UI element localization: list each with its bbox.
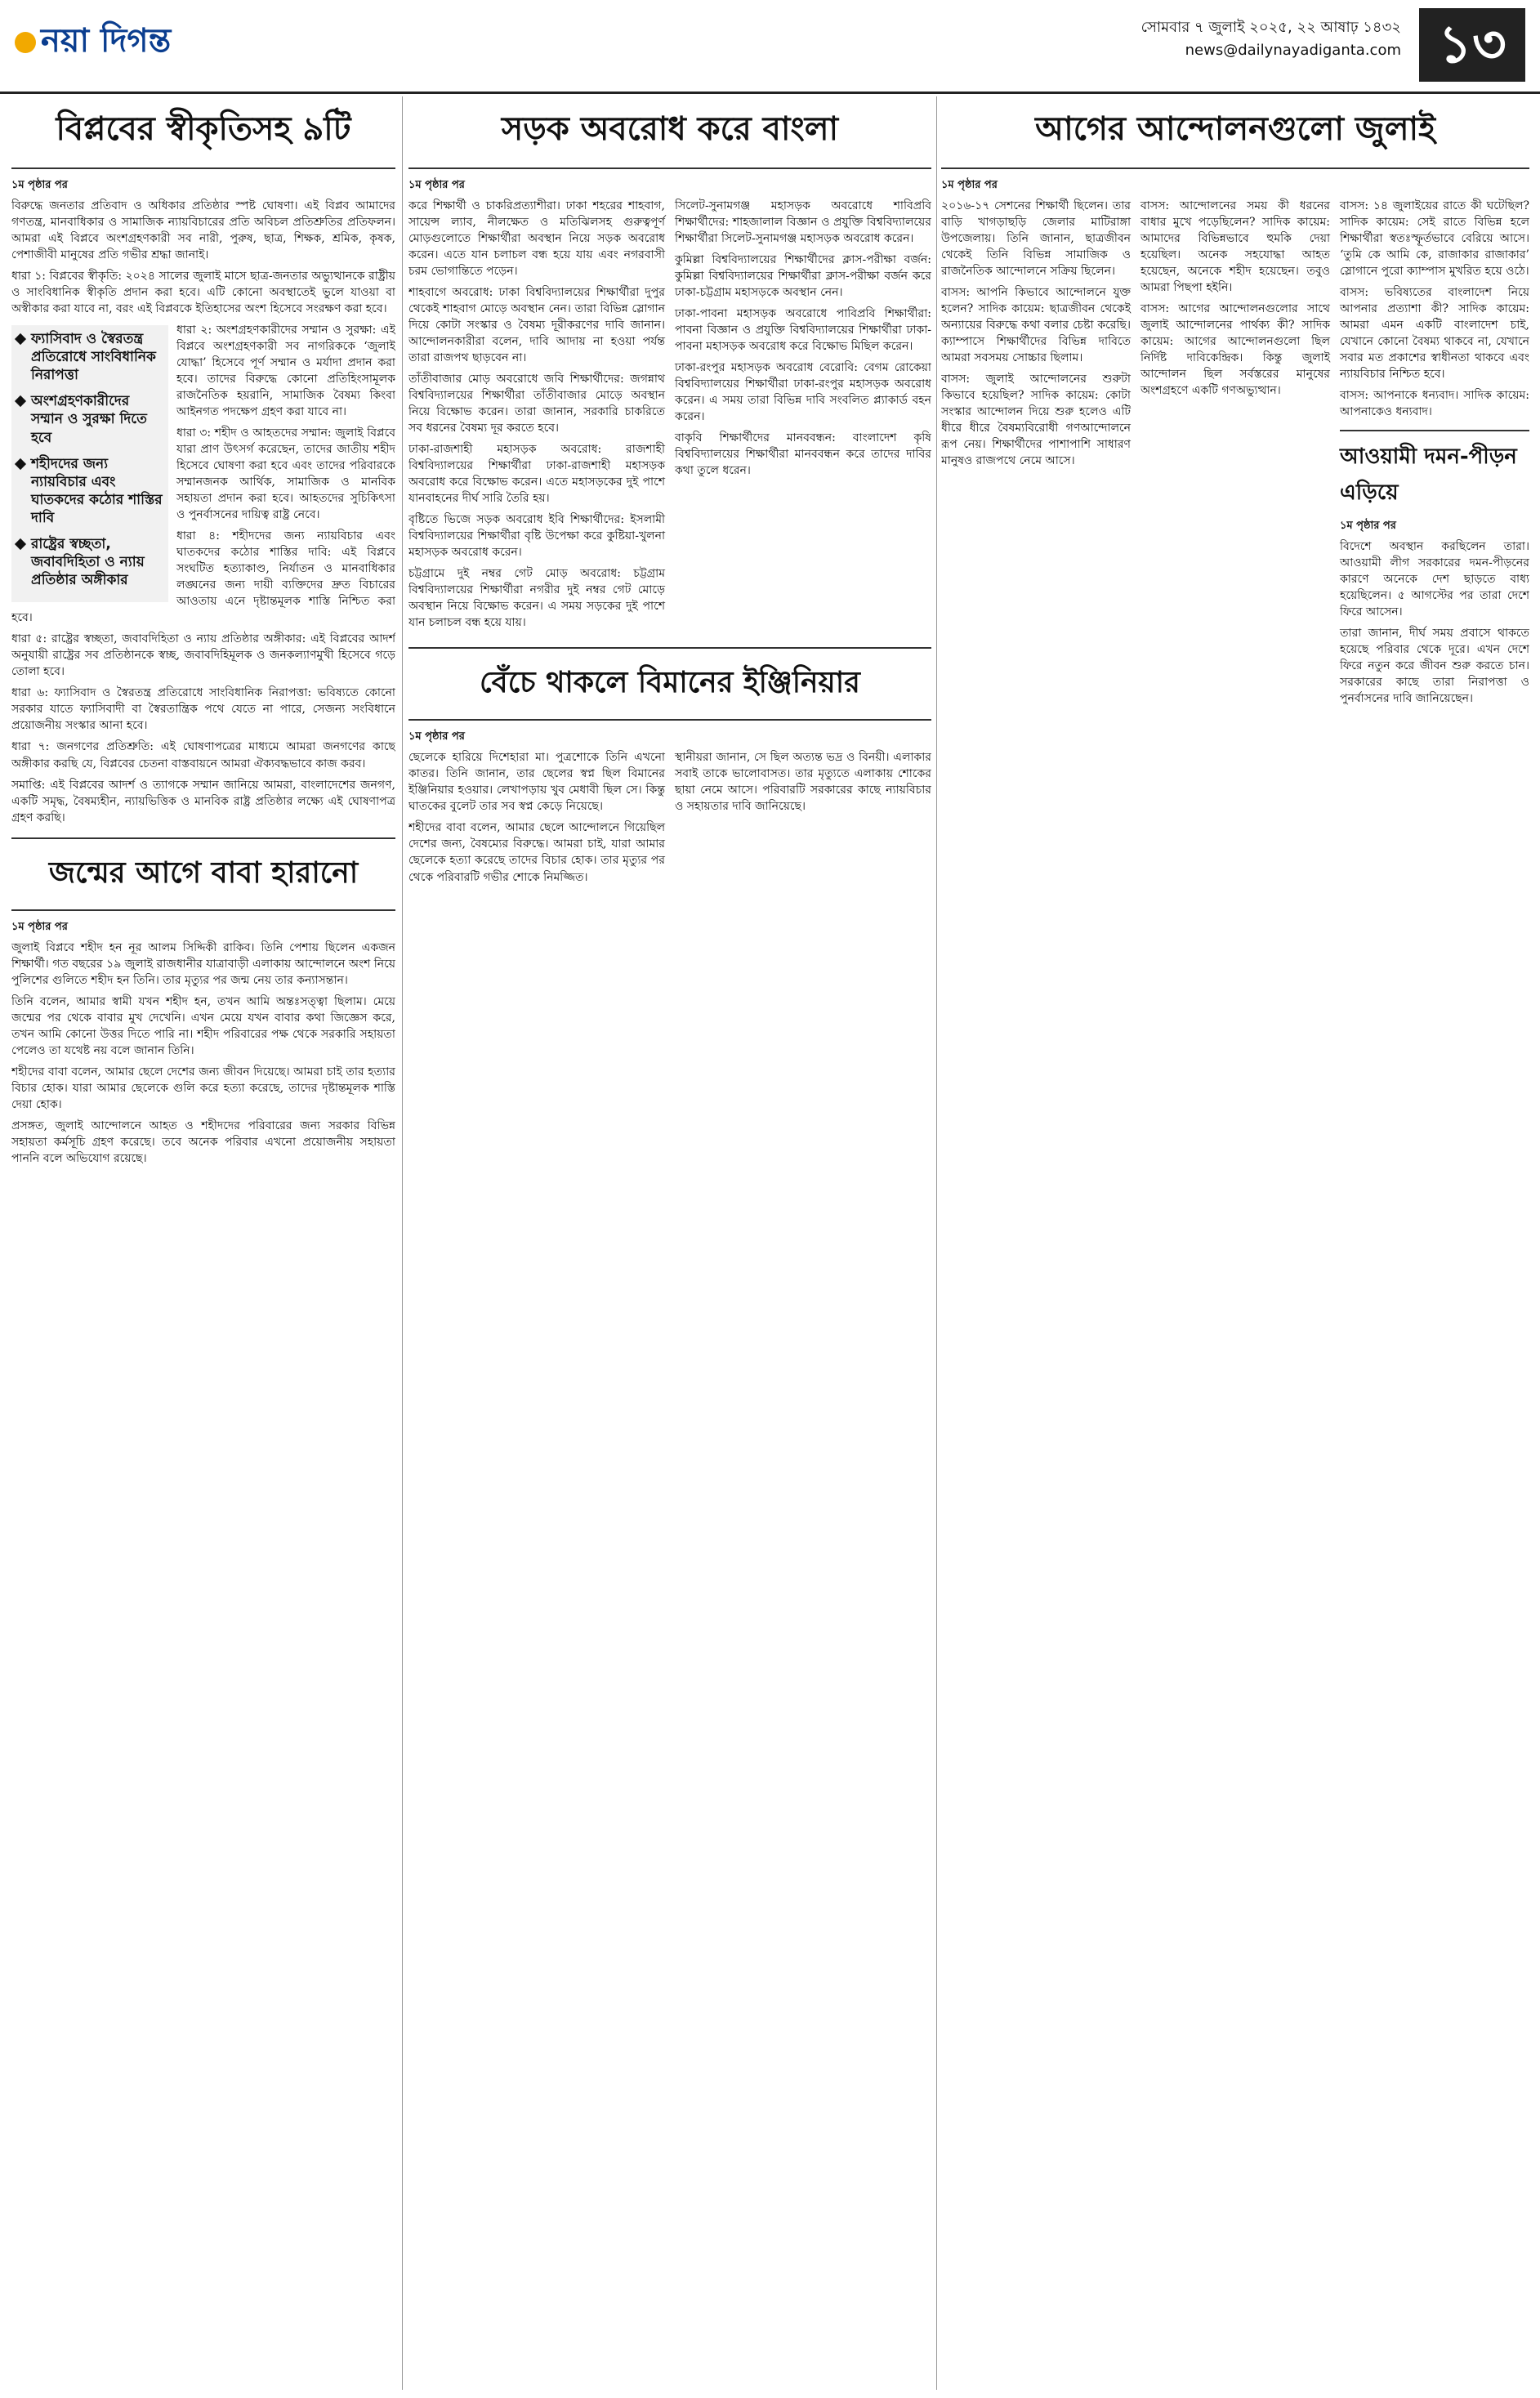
article-column-1	[11, 92, 395, 2398]
article-paragraph: বিদেশে অবস্থান করছিলেন তারা। আওয়ামী লীগ সরকারের দমন-পীড়নের কারণে অনেকে দেশ ছাড়তে বাধ্য হয়েছিলেন। ৫ আগস্টের পর তারা দেশে ফিরে আসেন।	[1340, 540, 1529, 619]
article-paragraph: স্থানীয়রা জানান, সে ছিল অত্যন্ত ভদ্র ও বিনয়ী। এলাকার সবাই তাকে ভালোবাসত। তার মৃত্যুতে এলাকায় শোকের ছায়া নেমে আসে। পরিবারটি সরকারের কাছে ন্যায়বিচার ও সহায়তার দাবি জানিয়েছে।	[675, 751, 931, 814]
continued-marker: ১ম পৃষ্ঠার পর	[408, 730, 465, 744]
highlight-item: শহীদদের জন্য ন্যায়বিচার এবং ঘাতকদের কঠোর শাস্তির দাবি	[16, 455, 163, 527]
article-paragraph: প্রসঙ্গত, জুলাই আন্দোলনে আহত ও শহীদদের পরিবারের জন্য সরকার বিভিন্ন সহায়তা কর্মসূচি গ্রহণ করেছে। তবে অনেক পরিবার এখনো প্রয়োজনীয় সহায়তা পাননি বলে অভিযোগ রয়েছে।	[11, 1119, 395, 1165]
article-paragraph: তারা জানান, দীর্ঘ সময় প্রবাসে থাকতে হয়েছে পরিবার থেকে দূরে। এখন দেশে ফিরে নতুন করে জীবন শুরু করতে চান। সরকারের কাছে তারা নিরাপত্তা ও পুনর্বাসনের দাবি জানিয়েছেন।	[1340, 627, 1529, 706]
article-body	[408, 749, 931, 890]
column-divider	[936, 96, 937, 2390]
article-paragraph: শহীদের বাবা বলেন, আমার ছেলে আন্দোলনে গিয়েছিল দেশের জন্য, বৈষম্যের বিরুদ্ধে। আমরা চাই, যারা আমার ছেলেকে হত্যা করেছে তাদের বিচার হোক। তার মৃত্যুর পর থেকে পরিবারটি গভীর শোকে নিমজ্জিত।	[408, 821, 665, 884]
article-paragraph: জুলাই বিপ্লবে শহীদ হন নূর আলম সিদ্দিকী রাকিব। তিনি পেশায় ছিলেন একজন শিক্ষার্থী। গত বছরের ১৯ জুলাই রাজধানীর যাত্রাবাড়ী এলাকায় আন্দোলনে অংশ নিয়ে পুলিশের গুলিতে শহীদ হন তিনি। তার মৃত্যুর পর জন্ম নেয় তার কন্যাসন্তান।	[11, 940, 395, 987]
article-headline: বিপ্লবের স্বীকৃতিসহ ৯টি	[11, 92, 395, 169]
article-paragraph: ধারা ৭: জনগণের প্রতিশ্রুতি: এই ঘোষণাপত্রের মাধ্যমে আমরা জনগণের কাছে অঙ্গীকার করছি যে, বিপ্লবের চেতনা বাস্তবায়নে আমরা ঐক্যবদ্ধভাবে কাজ করব।	[11, 740, 395, 770]
article-paragraph: বাসস: ভবিষ্যতের বাংলাদেশ নিয়ে আপনার প্রত্যাশা কী? সাদিক কায়েম: আমরা এমন একটি বাংলাদেশ চাই, যেখানে কোনো বৈষম্য থাকবে না, যেখানে সবার মত প্রকাশের স্বাধীনতা থাকবে এবং ন্যায়বিচার নিশ্চিত হবে।	[1340, 286, 1529, 382]
article-body	[408, 198, 931, 636]
continued-marker: ১ম পৃষ্ঠার পর	[1340, 520, 1396, 533]
masthead	[0, 0, 1540, 94]
highlight-item: রাষ্ট্রের স্বচ্ছতা, জবাবদিহিতা ও ন্যায় প্রতিষ্ঠার অঙ্গীকার	[16, 535, 163, 589]
article-paragraph: শহীদের বাবা বলেন, আমার ছেলে দেশের জন্য জীবন দিয়েছে। আমরা চাই তার হত্যার বিচার হোক। যারা আমার ছেলেকে গুলি করে হত্যা করেছে, তাদের দৃষ্টান্তমূলক শাস্তি দেয়া হোক।	[11, 1065, 395, 1111]
article-paragraph: বাসস: আন্দোলনের সময় কী ধরনের বাধার মুখে পড়েছিলেন? সাদিক কায়েম: আমাদের বিভিন্নভাবে হুমকি দেয়া হয়েছিল। অনেক সহযোদ্ধা আহত হয়েছেন, অনেকে শহীদ হয়েছেন। তবুও আমরা পিছপা হইনি।	[1140, 199, 1330, 295]
newspaper-logo	[15, 15, 171, 69]
article-paragraph: সিলেট-সুনামগঞ্জ মহাসড়ক অবরোধে শাবিপ্রবি শিক্ষার্থীদের: শাহজালাল বিজ্ঞান ও প্রযুক্তি বিশ্ববিদ্যালয়ের শিক্ষার্থীরা সিলেট-সুনামগঞ্জ মহাসড়ক অবরোধ করেন।	[675, 199, 931, 246]
highlight-box	[11, 325, 168, 602]
header-email: news@dailynayadiganta.com	[1185, 42, 1401, 59]
article-headline: জন্মের আগে বাবা হারানো	[11, 837, 395, 911]
article-paragraph: শাহবাগে অবরোধ: ঢাকা বিশ্ববিদ্যালয়ের শিক্ষার্থীরা দুপুর থেকেই শাহবাগ মোড়ে অবস্থান নেন। তারা বিভিন্ন স্লোগান দিয়ে কোটা সংস্কার ও বৈষম্য দূরীকরণের দাবি জানান। আন্দোলনকারীরা বলেন, দাবি আদায় না হওয়া পর্যন্ত তারা রাজপথ ছাড়বেন না।	[408, 286, 665, 365]
article-paragraph: বিরুদ্ধে জনতার প্রতিবাদ ও অধিকার প্রতিষ্ঠার স্পষ্ট ঘোষণা। এই বিপ্লব আমাদের গণতন্ত্র, মানবাধিকার ও সামাজিক ন্যায়বিচারের প্রতি অবিচল প্রতিশ্রুতির প্রতিফলন। আমরা এই বিপ্লবে অংশগ্রহণকারী সব নারী, পুরুষ, ছাত্র, শিক্ষক, শ্রমিক, কৃষক, পেশাজীবী মানুষের প্রতি গভীর শ্রদ্ধা জানাই।	[11, 199, 395, 262]
continued-marker: ১ম পৃষ্ঠার পর	[11, 920, 68, 933]
article-paragraph: ঢাকা-রংপুর মহাসড়ক অবরোধ বেরোবি: বেগম রোকেয়া বিশ্ববিদ্যালয়ের শিক্ষার্থীরা ঢাকা-রংপুর মহাসড়ক অবরোধ করেন। এ সময় তারা বিভিন্ন দাবি সংবলিত প্ল্যাকার্ড বহন করেন।	[675, 361, 931, 424]
highlight-item: ফ্যাসিবাদ ও স্বৈরতন্ত্র প্রতিরোধে সাংবিধানিক নিরাপত্তা	[16, 330, 163, 384]
article-headline: সড়ক অবরোধ করে বাংলা	[408, 92, 931, 169]
logo-text: নয়া দিগন্ত	[41, 22, 172, 60]
article-paragraph: বাকৃবি শিক্ষার্থীদের মানববন্ধন: বাংলাদেশ কৃষি বিশ্ববিদ্যালয়ের শিক্ষার্থীরা মানববন্ধন করে তাদের দাবির কথা তুলে ধরেন।	[675, 431, 931, 478]
header-date: সোমবার ৭ জুলাই ২০২৫, ২২ আষাঢ় ১৪৩২	[1140, 19, 1401, 36]
article-column-2	[408, 92, 931, 2398]
article-paragraph: ধারা ১: বিপ্লবের স্বীকৃতি: ২০২৪ সালের জুলাই মাসে ছাত্র-জনতার অভ্যুত্থানকে রাষ্ট্রীয় ও সাংবিধানিক স্বীকৃতি প্রদান করা হবে। এটি কোনো অবস্থাতেই ভুলে যাওয়া বা অস্বীকার করা যাবে না, বরং এই বিপ্লবকে ইতিহাসের অংশ হিসেবে সংরক্ষণ করা হবে।	[11, 270, 395, 316]
article-body	[941, 198, 1529, 712]
article-paragraph: ধারা ২: অংশগ্রহণকারীদের সম্মান ও সুরক্ষা: এই বিপ্লবে অংশগ্রহণকারী সব নাগরিককে ‘জুলাই যোদ্ধা’ হিসেবে পূর্ণ সম্মান ও মর্যাদা প্রদান করা হবে। তাদের বিরুদ্ধে কোনো প্রতিহিংসামূলক রাজনৈতিক হয়রানি, সামাজিক বৈষম্য কিংবা আইনগত পদক্ষেপ গ্রহণ করা যাবে না।	[176, 324, 395, 419]
article-paragraph: ধারা ৩: শহীদ ও আহতদের সম্মান: জুলাই বিপ্লবে যারা প্রাণ উৎসর্গ করেছেন, তাদের জাতীয় শহীদ হিসেবে ঘোষণা করা হবে এবং তাদের পরিবারকে সম্মানজনক আর্থিক, সামাজিক ও মানবিক সহায়তা প্রদান করা হবে। আহতদের সুচিকিৎসা ও পুনর্বাসনের দায়িত্ব রাষ্ট্র নেবে।	[176, 426, 395, 522]
article-paragraph: ধারা ৬: ফ্যাসিবাদ ও স্বৈরতন্ত্র প্রতিরোধে সাংবিধানিক নিরাপত্তা: ভবিষ্যতে কোনো সরকার যাতে ফ্যাসিবাদী বা স্বৈরতান্ত্রিক পথে যেতে না পারে, সেজন্য সংবিধানে প্রয়োজনীয় সংস্কার আনা হবে।	[11, 686, 395, 733]
article-headline: আগের আন্দোলনগুলো জুলাই	[941, 92, 1529, 169]
article-paragraph: বাসস: ১৪ জুলাইয়ের রাতে কী ঘটেছিল? সাদিক কায়েম: সেই রাতে বিভিন্ন হলে শিক্ষার্থীরা স্বতঃস্ফূর্তভাবে বেরিয়ে আসে। ‘তুমি কে আমি কে, রাজাকার রাজাকার’ স্লোগানে পুরো ক্যাম্পাস মুখরিত হয়ে ওঠে।	[1340, 199, 1529, 279]
article-paragraph: সমাপ্তি: এই বিপ্লবের আদর্শ ও ত্যাগকে সম্মান জানিয়ে আমরা, বাংলাদেশের জনগণ, একটি সমৃদ্ধ, বৈষম্যহীন, ন্যায়ভিত্তিক ও মানবিক রাষ্ট্র প্রতিষ্ঠার লক্ষ্যে এই ঘোষণাপত্র গ্রহণ করছি।	[11, 778, 395, 824]
article-paragraph: ছেলেকে হারিয়ে দিশেহারা মা। পুত্রশোকে তিনি এখনো কাতর। তিনি জানান, তার ছেলের স্বপ্ন ছিল বিমানের ইঞ্জিনিয়ার হওয়ার। লেখাপড়ায় খুব মেধাবী ছিল সে। কিন্তু ঘাতকের বুলেট তার সব স্বপ্ন কেড়ে নিয়েছে।	[408, 751, 665, 814]
article-paragraph: বৃষ্টিতে ভিজে সড়ক অবরোধ ইবি শিক্ষার্থীদের: ইসলামী বিশ্ববিদ্যালয়ের শিক্ষার্থীরা বৃষ্টি উপেক্ষা করে কুষ্টিয়া-খুলনা মহাসড়ক অবরোধ করেন।	[408, 513, 665, 560]
article-headline: আওয়ামী দমন-পীড়ন এড়িয়ে	[1340, 430, 1529, 511]
continued-marker: ১ম পৃষ্ঠার পর	[941, 179, 998, 191]
continued-marker: ১ম পৃষ্ঠার পর	[408, 179, 465, 191]
article-paragraph: চট্টগ্রামে দুই নম্বর গেট মোড় অবরোধ: চট্টগ্রাম বিশ্ববিদ্যালয়ের শিক্ষার্থীরা নগরীর দুই নম্বর গেট মোড়ে অবস্থান নিয়ে বিক্ষোভ করেন। এ সময় সড়কের দুই পাশে যান চলাচল বন্ধ হয়ে যায়।	[408, 567, 665, 630]
article-paragraph: করে শিক্ষার্থী ও চাকরিপ্রত্যাশীরা। ঢাকা শহরের শাহবাগ, সায়েন্স ল্যাব, নীলক্ষেত ও মতিঝিলসহ গুরুত্বপূর্ণ মোড়গুলোতে শিক্ষার্থীরা অবস্থান নিয়ে সড়ক অবরোধ করেন। এতে যান চলাচল বন্ধ হয়ে যায় এবং নগরবাসী চরম ভোগান্তিতে পড়েন।	[408, 199, 665, 279]
article-paragraph: কুমিল্লা বিশ্ববিদ্যালয়ের শিক্ষার্থীদের ক্লাস-পরীক্ষা বর্জন: কুমিল্লা বিশ্ববিদ্যালয়ের শিক্ষার্থীরা ক্লাস-পরীক্ষা বর্জন করে ঢাকা-চট্টগ্রাম মহাসড়কে অবস্থান নেন।	[675, 253, 931, 300]
page-number: ১৩	[1419, 8, 1525, 82]
highlight-item: অংশগ্রহণকারীদের সম্মান ও সুরক্ষা দিতে হবে	[16, 392, 163, 446]
article-paragraph: ধারা ৪: শহীদদের জন্য ন্যায়বিচার এবং ঘাতকদের কঠোর শাস্তির দাবি: এই বিপ্লবে সংঘটিত হত্যাকাণ্ড, নির্যাতন ও মানবাধিকার লঙ্ঘনের জন্য দায়ী ব্যক্তিদের দ্রুত বিচারের আওতায় এনে দৃষ্টান্তমূলক শাস্তি নিশ্চিত করা হবে।	[11, 529, 395, 625]
column-divider	[402, 96, 403, 2390]
sun-icon	[15, 32, 36, 53]
article-paragraph: ঢাকা-পাবনা মহাসড়ক অবরোধে পাবিপ্রবি শিক্ষার্থীরা: পাবনা বিজ্ঞান ও প্রযুক্তি বিশ্ববিদ্যালয়ের শিক্ষার্থীরা ঢাকা-পাবনা মহাসড়ক অবরোধ করে বিক্ষোভ মিছিল করেন।	[675, 307, 931, 354]
article-paragraph: ধারা ৫: রাষ্ট্রের স্বচ্ছতা, জবাবদিহিতা ও ন্যায় প্রতিষ্ঠার অঙ্গীকার: এই বিপ্লবের আদর্শ অনুযায়ী রাষ্ট্রের সব প্রতিষ্ঠানকে স্বচ্ছ, জবাবদিহিমূলক ও জনকল্যাণমুখী হিসেবে গড়ে তোলা হবে।	[11, 632, 395, 679]
article-paragraph: ২০১৬-১৭ সেশনের শিক্ষার্থী ছিলেন। তার বাড়ি খাগড়াছড়ি জেলার মাটিরাঙ্গা উপজেলায়। তিনি জানান, ছাত্রজীবন থেকেই তিনি বিভিন্ন সামাজিক ও রাজনৈতিক আন্দোলনে সক্রিয় ছিলেন।	[941, 199, 1131, 279]
continued-marker: ১ম পৃষ্ঠার পর	[11, 179, 68, 191]
article-paragraph: ঢাকা-রাজশাহী মহাসড়ক অবরোধ: রাজশাহী বিশ্ববিদ্যালয়ের শিক্ষার্থীরা ঢাকা-রাজশাহী মহাসড়ক অবরোধ করে বিক্ষোভ করেন। এতে মহাসড়কের দুই পাশে যানবাহনের দীর্ঘ সারি তৈরি হয়।	[408, 443, 665, 506]
article-column-3	[941, 92, 1529, 2398]
article-paragraph: তাঁতীবাজার মোড় অবরোধে জবি শিক্ষার্থীদের: জগন্নাথ বিশ্ববিদ্যালয়ের শিক্ষার্থীরা তাঁতীবাজার মোড়ে অবস্থান নিয়ে বিক্ষোভ করেন। তারা জানান, সরকারি চাকরিতে সব ধরনের বৈষম্য দূর করতে হবে।	[408, 373, 665, 435]
header-info	[1141, 16, 1401, 62]
article-paragraph: বাসস: আপনাকে ধন্যবাদ। সাদিক কায়েম: আপনাকেও ধন্যবাদ।	[1340, 389, 1529, 419]
article-paragraph: বাসস: আপনি কিভাবে আন্দোলনে যুক্ত হলেন? সাদিক কায়েম: ছাত্রজীবন থেকেই অন্যায়ের বিরুদ্ধে কথা বলার চেষ্টা করেছি। ক্যাম্পাসে শিক্ষার্থীদের বিভিন্ন দাবিতে আমরা সবসময় সোচ্চার ছিলাম।	[941, 286, 1131, 365]
article-headline: বেঁচে থাকলে বিমানের ইঞ্জিনিয়ার	[408, 647, 931, 721]
article-paragraph: তিনি বলেন, আমার স্বামী যখন শহীদ হন, তখন আমি অন্তঃসত্ত্বা ছিলাম। মেয়ে জন্মের পর থেকে বাবার মুখ দেখেনি। এখন মেয়ে যখন বাবার কথা জিজ্ঞেস করে, তখন আমি কোনো উত্তর দিতে পারি না। শহীদ পরিবারের পক্ষ থেকে সরকারি সহায়তা পেলেও তা যথেষ্ট নয় বলে জানান তিনি।	[11, 994, 395, 1057]
article-paragraph: বাসস: আগের আন্দোলনগুলোর সাথে জুলাই আন্দোলনের পার্থক্য কী? সাদিক কায়েম: আগের আন্দোলনগুলো ছিল নির্দিষ্ট দাবিকেন্দ্রিক। কিন্তু জুলাই আন্দোলন ছিল সর্বস্তরের মানুষের অংশগ্রহণে একটি গণঅভ্যুত্থান।	[1140, 302, 1330, 398]
article-paragraph: বাসস: জুলাই আন্দোলনের শুরুটা কিভাবে হয়েছিল? সাদিক কায়েম: কোটা সংস্কার আন্দোলন দিয়ে শুরু হলেও এটি ধীরে ধীরে বৈষম্যবিরোধী গণআন্দোলনে রূপ নেয়। শিক্ষার্থীদের পাশাপাশি সাধারণ মানুষও রাজপথে নেমে আসে।	[941, 373, 1131, 468]
